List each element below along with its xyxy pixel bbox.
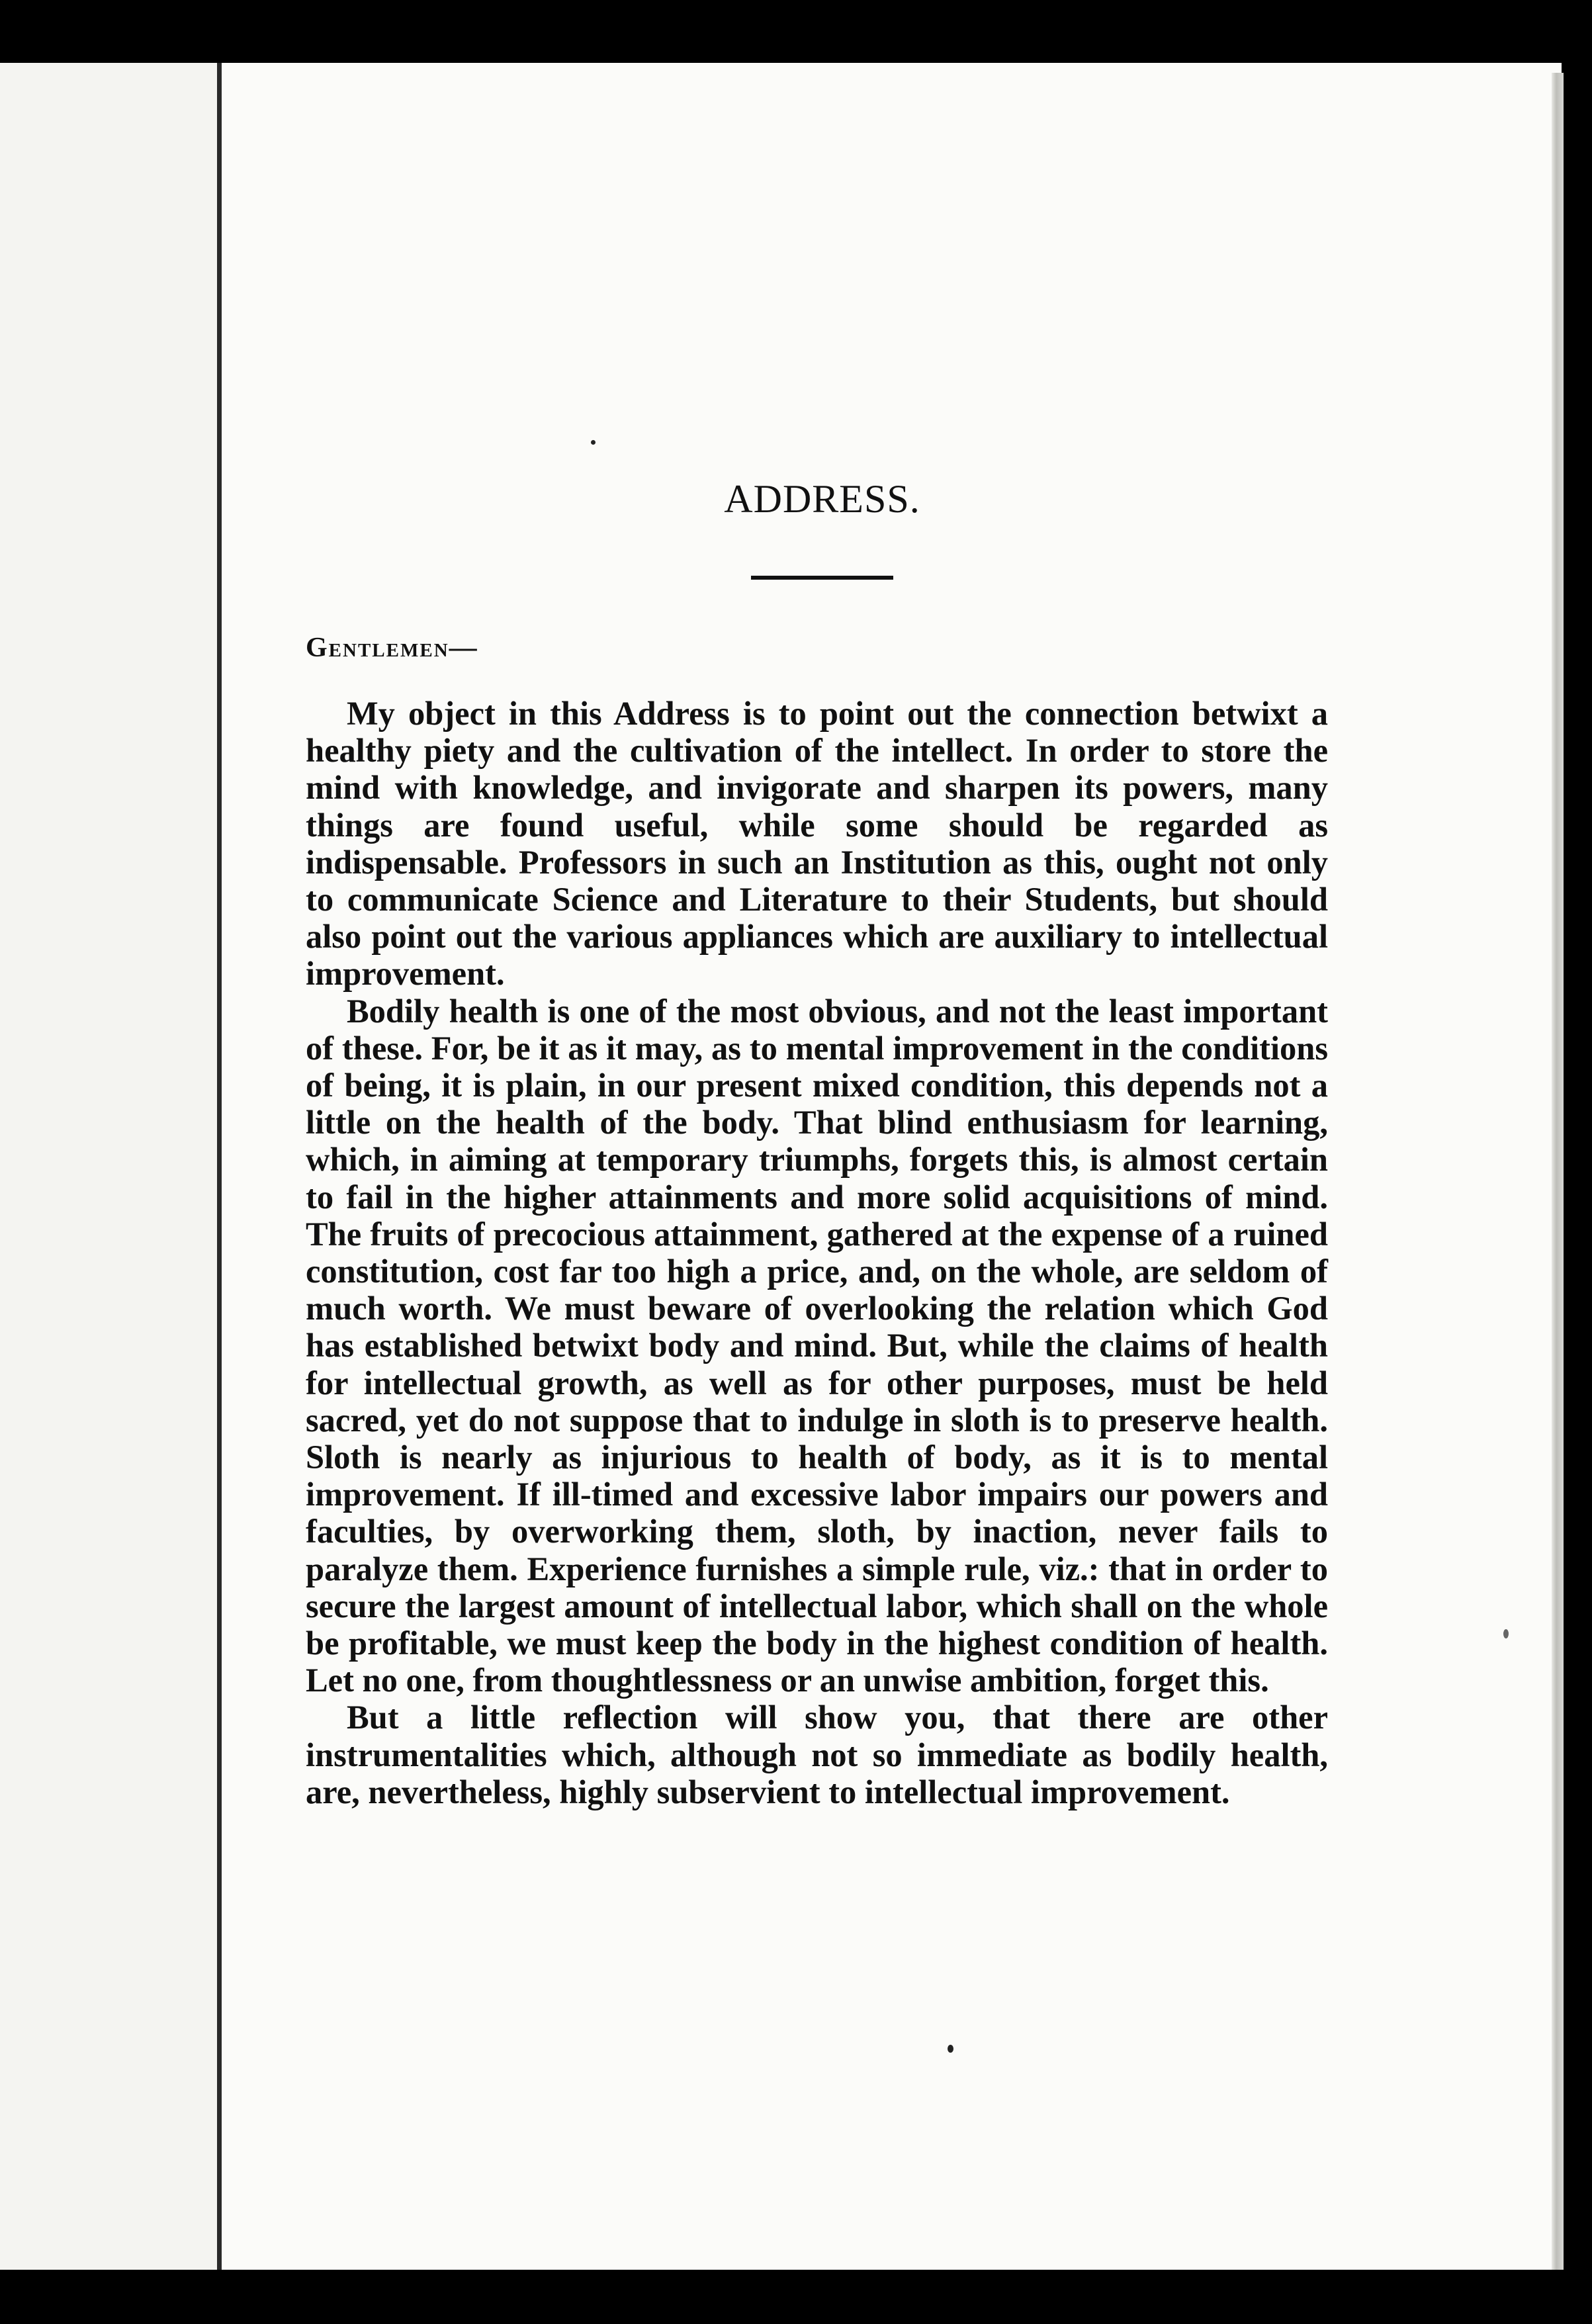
page-fore-edge: [1552, 73, 1564, 2270]
paragraph-2: Bodily health is one of the most obvious, and not the least important of these. For, be it as it may, as to mental improvement in the conditions of being, it is plain, in our present mixed condition, this depends not a little on the health of the body. That blind enthusiasm for learning, which, in aiming at temporary triumphs, forgets this, is almost certain to fail in the higher attainments and more solid acquisitions of mind. The fruits of precocious attainment, gathered at the expense of a ruined constitution, cost far too high a price, and, on the whole, are seldom of much worth. We must beware of overlooking the relation which God has established betwixt body and mind. But, while the claims of health for intellectual growth, as well as for other purposes, must be held sacred, yet do not suppose that to indulge in sloth is to preserve health. Sloth is nearly as injurious to health of body, as it is to mental improvement. If ill-timed and excessive labor impairs our powers and faculties, by overworking them, sloth, by inaction, never fails to paralyze them. Experience furnishes a simple rule, viz.: that in order to secure the largest amount of intellectual labor, which shall on the whole be profitable, we must keep the body in the highest condition of health. Let no one, from thoughtlessness or an unwise ambition, forget this.: [306, 992, 1328, 1699]
ink-speck: [591, 440, 596, 445]
facing-page-edge: [0, 63, 217, 2270]
paragraph-1: My object in this Address is to point out the connection betwixt a healthy piety and the cultivation of the intellect. In order to store the mind with knowledge, and invigorate and sharpen its powers, many things are found useful, while some should be regarded as indispensable. Professors in such an Institution as this, ought not only to communicate Science and Literature to their Students, but should also point out the various appliances which are auxiliary to intellectual improvement.: [306, 695, 1328, 993]
salutation: Gentlemen—: [306, 633, 478, 663]
ink-speck: [1503, 1629, 1509, 1638]
title-rule: [751, 576, 893, 580]
ink-speck: [948, 2045, 953, 2053]
page-title: ADDRESS.: [724, 477, 920, 521]
body-text: [306, 695, 1328, 1810]
paragraph-3: But a little reflection will show you, that there are other instrumentalities which, although not so immediate as bodily health, are, nevertheless, highly subservient to intellectual improvement.: [306, 1699, 1328, 1810]
